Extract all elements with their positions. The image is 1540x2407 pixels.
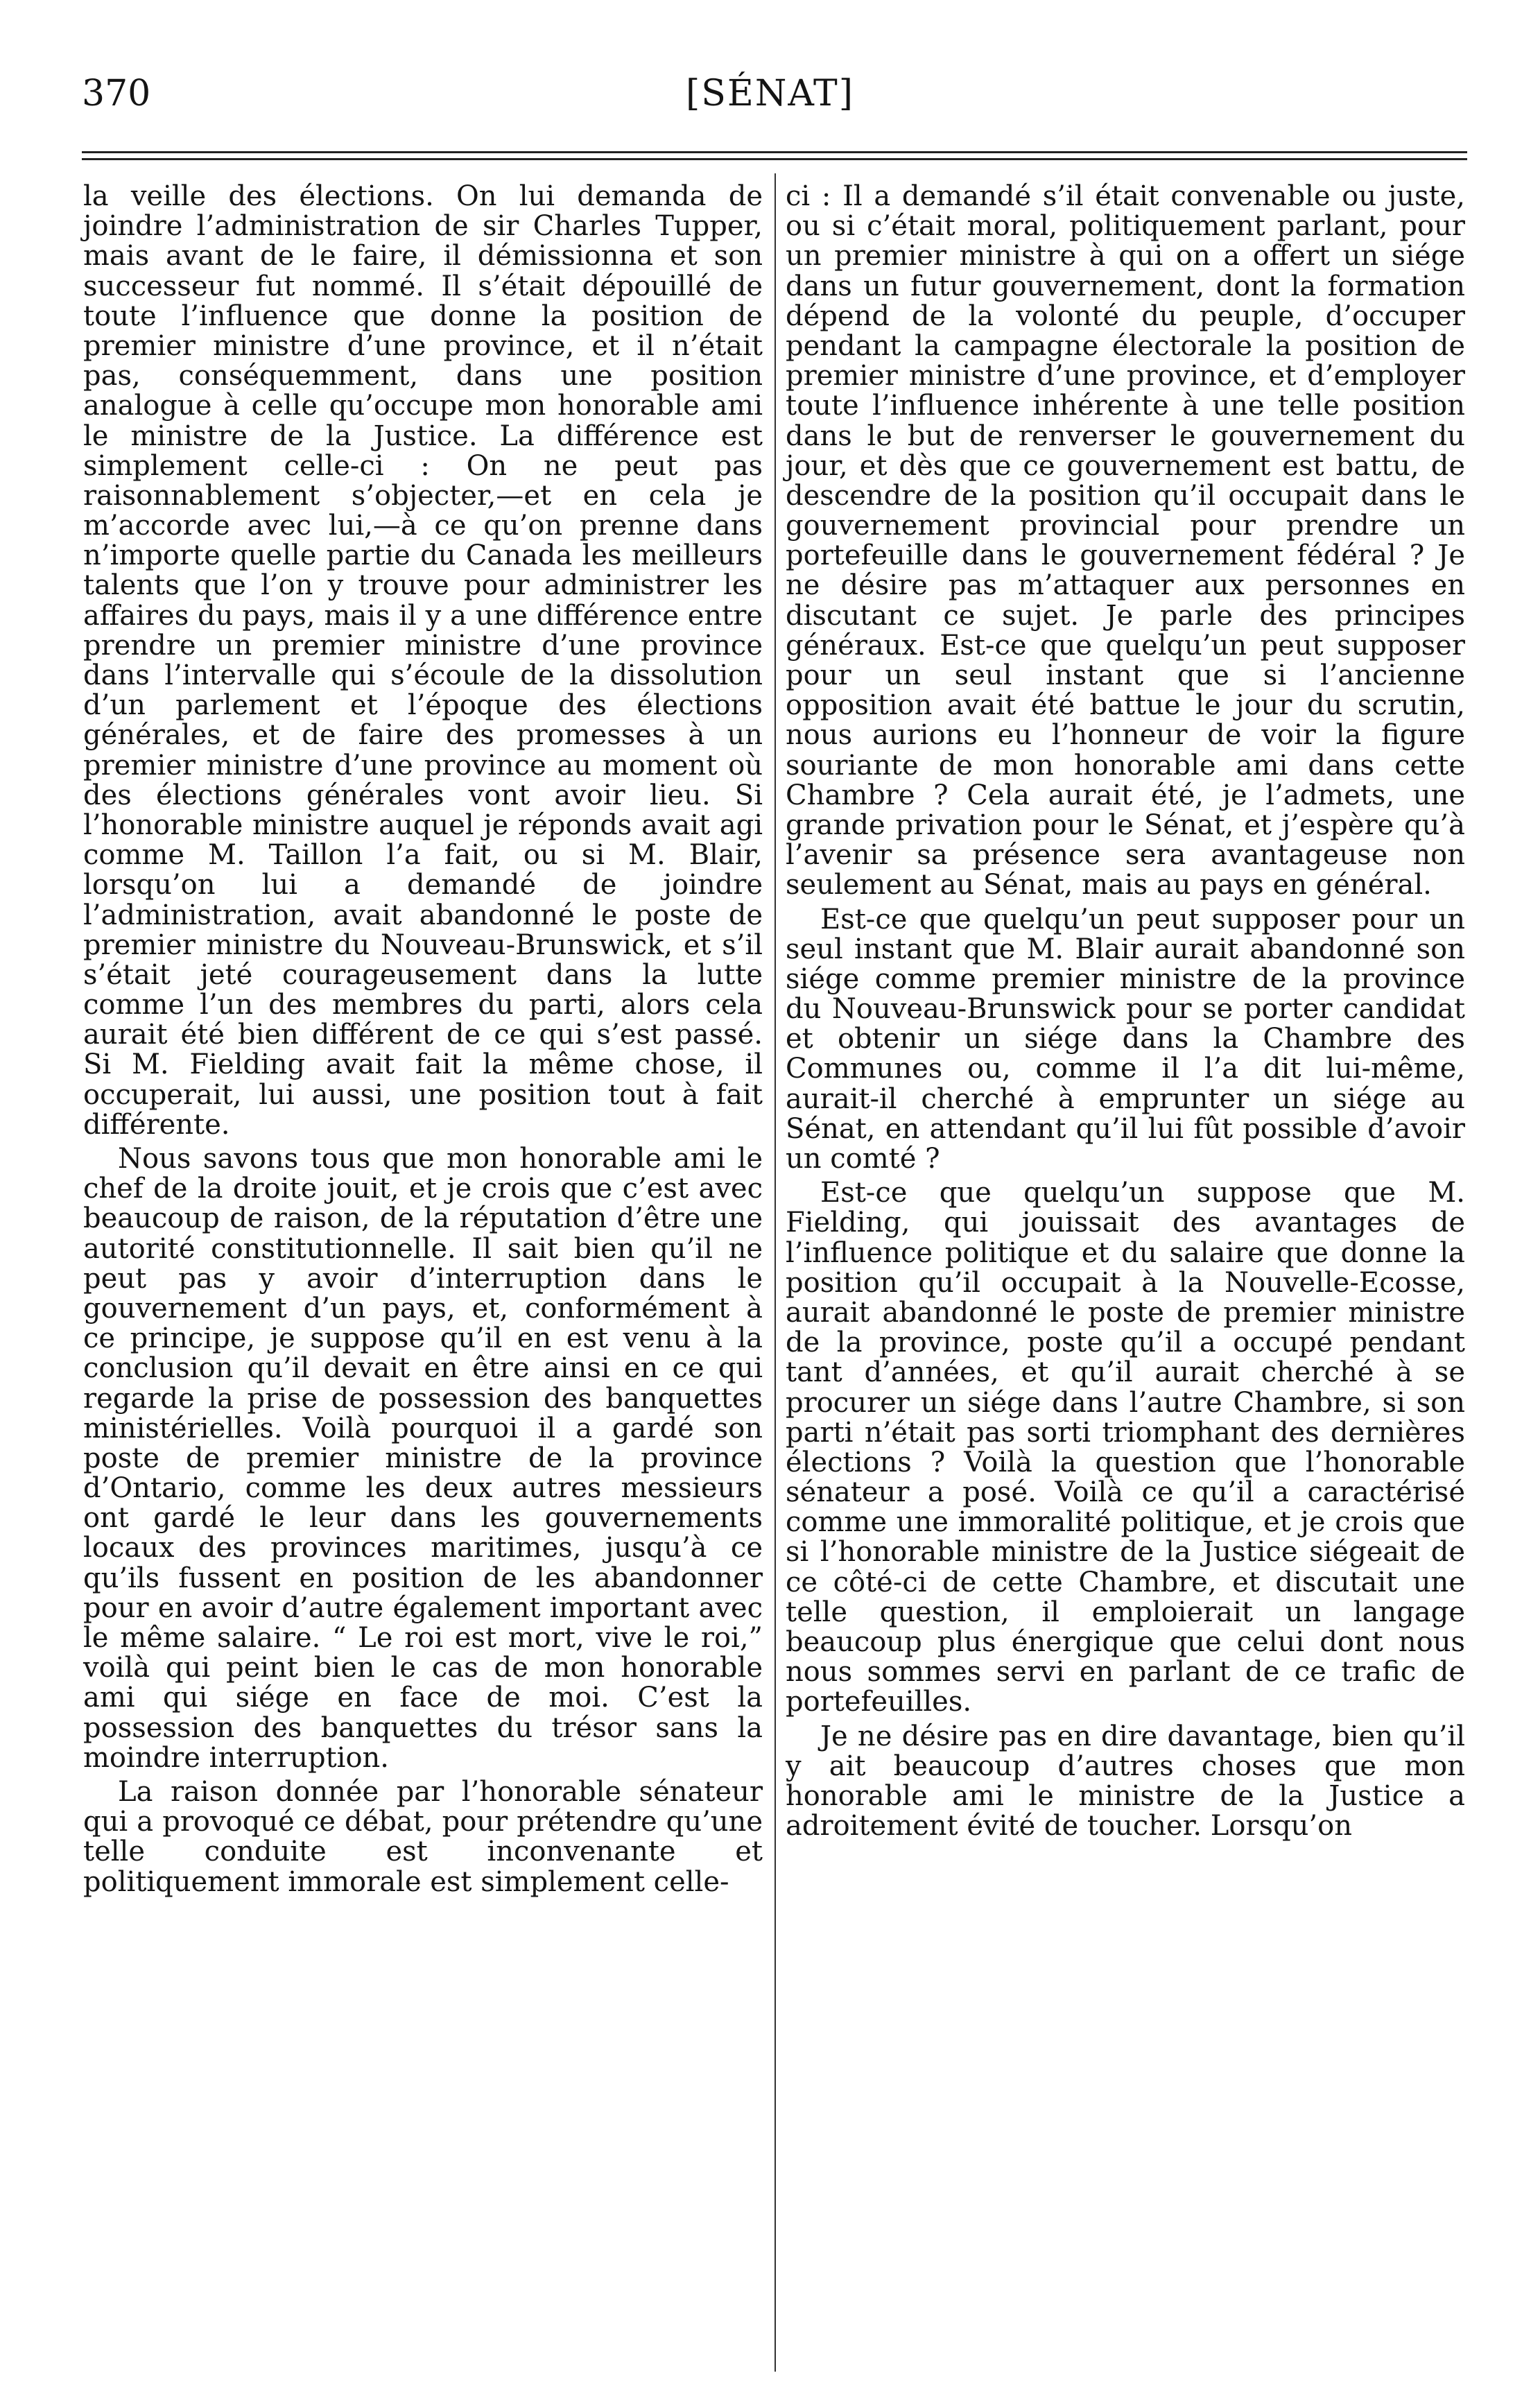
right-paragraph-2: Est-ce que quelqu’un peut supposer pour un seul instant que M. Blair aurait abandonné son siége comme premier ministre de la province du Nouveau-Brunswick pour se porter candidat et obtenir un siége dans la Chambre des Communes ou, comme il l’a dit lui-même, aurait-il cherché à emprunter un siége au Sénat, en attendant qu’il lui fût possible d’avoir un comté ? bbox=[786, 903, 1465, 1175]
column-divider bbox=[775, 173, 776, 2372]
left-column bbox=[83, 182, 763, 1897]
right-paragraph-3: Est-ce que quelqu’un suppose que M. Fielding, qui jouissait des avantages de l’influence politique et du salaire que donne la position qu’il occupait à la Nouvelle-Ecosse, aurait abandonné le poste de premier ministre de la province, poste qu’il a occupé pendant tant d’années, et qu’il aurait cherché à se procurer un siége dans l’autre Chambre, si son parti n’était pas sorti triomphant des dernières élections ? Voilà la question que l’honorable sénateur a posé. Voilà ce qu’il a caractérisé comme une immoralité politique, et je crois que si l’honorable ministre de la Justice siégeait de ce côté-ci de cette Chambre, et discutait une telle question, il emploierait un langage beaucoup plus énergique que celui dont nous nous sommes servi en parlant de ce trafic de portefeuilles. bbox=[786, 1177, 1465, 1718]
page-number: 370 bbox=[82, 73, 151, 114]
left-paragraph-3: La raison donnée par l’honorable sénateur qui a provoqué ce débat, pour prétendre qu’une telle conduite est inconvenante et politiquement immorale est simplement celle- bbox=[83, 1775, 763, 1898]
right-paragraph-1: ci : Il a demandé s’il était convenable ou juste, ou si c’était moral, politiquement parlant, pour un premier ministre à qui on a offert un siége dans un futur gouvernement, dont la formation dépend de la volonté du peuple, d’occuper pendant la campagne électorale la position de premier ministre d’une province, et d’employer toute l’influence inhérente à une telle position dans le but de renverser le gouvernement du jour, et dès que ce gouvernement est battu, de descendre de la position qu’il occupait dans le gouvernement provincial pour prendre un portefeuille dans le gouvernement fédéral ? Je ne désire pas m’attaquer aux personnes en discutant ce sujet. Je parle des principes généraux. Est-ce que quelqu’un peut supposer pour un seul instant que si l’ancienne opposition avait été battue le jour du scrutin, nous aurions eu l’honneur de voir la figure souriante de mon honorable ami dans cette Chambre ? Cela aurait été, je l’admets, une grande privation pour le Sénat, et j’espère qu’à l’avenir sa présence sera avantageuse non seulement au Sénat, mais au pays en général. bbox=[786, 180, 1465, 901]
right-paragraph-4: Je ne désire pas en dire davantage, bien qu’il y ait beaucoup d’autres choses que mon honorable ami le ministre de la Justice a adroitement évité de toucher. Lorsqu’on bbox=[786, 1720, 1465, 1843]
left-paragraph-1: la veille des élections. On lui demanda de joindre l’administration de sir Charles Tupper, mais avant de le faire, il démissionna et son successeur fut nommé. Il s’était dépouillé de toute l’influence que donne la position de premier ministre d’une province, et il n’était pas, conséquemment, dans une position analogue à celle qu’occupe mon honorable ami le ministre de la Justice. La différence est simplement celle-ci : On ne peut pas raisonnablement s’objecter,—et en cela je m’accorde avec lui,—à ce qu’on prenne dans n’importe quelle partie du Canada les meilleurs talents que l’on y trouve pour administrer les affaires du pays, mais il y a une différence entre prendre un premier ministre d’une province dans l’intervalle qui s’écoule de la dissolution d’un parlement et l’époque des élections générales, et de faire des promesses à un premier ministre d’une province au moment où des élections générales vont avoir lieu. Si l’honorable ministre auquel je réponds avait agi comme M. Taillon l’a fait, ou si M. Blair, lorsqu’on lui a demandé de joindre l’administration, avait abandonné le poste de premier ministre du Nouveau-Brunswick, et s’il s’était jeté courageusement dans la lutte comme l’un des membres du parti, alors cela aurait été bien différent de ce qui s’est passé. Si M. Fielding avait fait la même chose, il occuperait, lui aussi, une position tout à fait différente. bbox=[83, 180, 763, 1141]
header-rule-bottom bbox=[82, 158, 1467, 160]
page-header bbox=[0, 66, 1540, 121]
header-rule-top bbox=[82, 151, 1467, 153]
left-paragraph-2: Nous savons tous que mon honorable ami le chef de la droite jouit, et je crois que c’est avec beaucoup de raison, de la réputation d’être une autorité constitutionnelle. Il sait bien qu’il ne peut pas y avoir d’interruption dans le gouvernement d’un pays, et, conformément à ce principe, je suppose qu’il en est venu à la conclusion qu’il devait en être ainsi en ce qui regarde la prise de possession des banquettes ministérielles. Voilà pourquoi il a gardé son poste de premier ministre de la province d’Ontario, comme les deux autres messieurs ont gardé le leur dans les gouvernements locaux des provinces maritimes, jusqu’à ce qu’ils fussent en position de les abandonner pour en avoir d’autre également important avec le même salaire. “ Le roi est mort, vive le roi,” voilà qui peint bien le cas de mon honorable ami qui siége en face de moi. C’est la possession des banquettes du trésor sans la moindre interruption. bbox=[83, 1143, 763, 1774]
right-column bbox=[786, 182, 1465, 1841]
running-head: [SÉNAT] bbox=[685, 73, 855, 114]
